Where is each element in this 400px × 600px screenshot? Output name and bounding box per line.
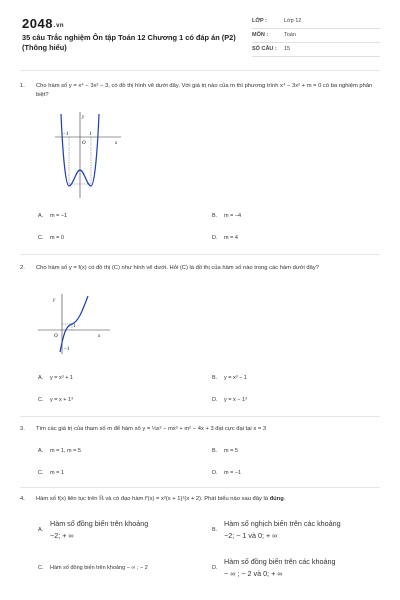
y-axis-label: y [53,298,56,303]
x-axis-label: x [98,334,101,339]
question-divider [20,254,380,255]
x-axis-label: x [115,141,118,146]
y-axis-label: y [82,115,85,120]
question-4: 4. Hàm số f(x) liên tục trên ℝ và có đạo hàm f′(x) = x²(x + 1)²(x + 2). Phát biểu nào sau đây là đúng. [20,495,380,505]
question-text: Cho hàm số y = x⁴ − 3x² − 3, có đồ thị hình vẽ dưới đây. Với giá trị nào của m thì phương trình x⁴ − 3x² + m = 0 có ba nghiệm phân biệt? [36,83,373,98]
tick-1: 1 [73,324,76,329]
meta-question-count: SỐ CÂU : 15 [252,43,380,57]
origin-label: O [82,141,86,146]
question-3: 3. Tìm các giá trị của tham số m để hàm số y = ⅓x³ − mx² + m² − 4x + 3 đạt cực đại tại x = 3 [20,425,380,435]
question-text: Tìm các giá trị của tham số m để hàm số y = ⅓x³ − mx² + m² − 4x + 3 đạt cực đại tại x = 3 [36,426,267,432]
question-divider [20,416,380,417]
origin-label: O [54,334,58,339]
question-divider [20,487,380,488]
header-divider [20,70,380,71]
question-text: Cho hàm số y = f(x) có đồ thị (C) như hình vẽ dưới. Hỏi (C) là đồ thị của hàm số nào trong các hàm dưới đây? [36,265,319,271]
question-1: 1. Cho hàm số y = x⁴ − 3x² − 3, có đồ thị hình vẽ dưới đây. Với giá trị nào của m thì phương trình x⁴ − 3x² + m = 0 có ba nghiệm phân biệt? [20,82,380,102]
page-header [0,0,400,62]
meta-class: LỚP : Lớp 12 [252,15,380,29]
site-logo[interactable]: 2048.vn [22,16,65,31]
question-text: Hàm số f(x) liên tục trên ℝ và có đạo hàm f′(x) = x²(x + 1)²(x + 2). Phát biểu nào sau đây là đúng. [36,496,286,502]
quartic-graph [55,110,125,200]
page-title: 35 câu Trắc nghiệm Ôn tập Toán 12 Chương 1 có đáp án (P2) (Thông hiểu) [22,33,236,52]
meta-subject: MÔN : Toán [252,29,380,43]
tick-pos1: 1 [89,132,92,137]
tick-neg1: −1 [64,347,70,352]
question-2: 2. Cho hàm số y = f(x) có đồ thị (C) như hình vẽ dưới. Hỏi (C) là đồ thị của hàm số nào trong các hàm dưới đây? [20,264,380,284]
cubic-graph [38,292,113,357]
tick-neg1: −1 [63,132,69,137]
